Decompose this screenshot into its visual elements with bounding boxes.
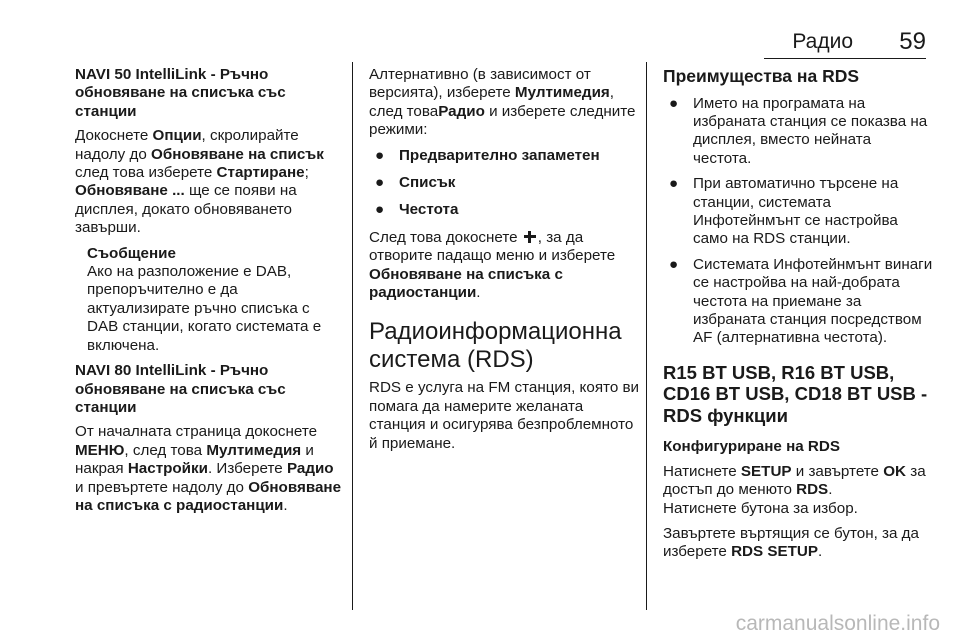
list-item-label: Честота	[399, 201, 459, 219]
text: , след това	[124, 441, 207, 459]
advantages-list	[663, 95, 933, 348]
text: .	[476, 284, 481, 302]
list-item-label: Името на програмата на избраната станция се показва на дисплея, вместо нейната честота.	[693, 94, 928, 167]
ui-term: RDS SETUP	[731, 543, 819, 561]
mode-list	[369, 147, 641, 220]
column-divider	[646, 62, 647, 610]
plus-icon	[524, 231, 536, 243]
section-heading: NAVI 80 IntelliLink - Ръчно обновяване на списъка със станции	[75, 362, 286, 416]
column-3	[663, 66, 933, 569]
paragraph	[369, 229, 641, 303]
ui-term: Мултимедия	[206, 441, 302, 459]
page-number: 59	[899, 28, 926, 55]
note-text: Ако на разположение е DAB, препоръчително е да актуализирате ръчно списъка с DAB станции, когато системата е включена.	[87, 263, 322, 354]
list-item	[369, 201, 641, 219]
list-item-label: Системата Инфотейнмънт винаги се настройва на най-добрата честота на приемане за избраната станция посредством AF (алтернативна честота).	[693, 255, 933, 347]
ui-term: Настройки	[127, 460, 208, 478]
ui-term: Обновяване на списък	[151, 145, 324, 163]
section-heading: Преимущества на RDS	[663, 66, 860, 86]
text: след това изберете	[75, 164, 217, 182]
ui-term: Обновяване на списъка с радиостанции	[75, 478, 342, 514]
text: и изберете следните режими:	[369, 102, 636, 139]
text: Алтернативно (в зависимост от версията), изберете	[369, 66, 591, 102]
list-item-label: При автоматично търсене на станции, системата Инфотейнмънт се настройва само на RDS станции.	[693, 175, 899, 248]
ui-term: RDS	[796, 481, 829, 499]
ui-term: Мултимедия	[514, 84, 610, 102]
ui-term: Радио	[438, 102, 485, 120]
text: . Изберете	[207, 460, 287, 478]
paragraph: RDS е услуга на FM станция, която ви помага да намерите желаната станция и осигурява безпроблемното й приемане.	[369, 379, 640, 452]
ui-term: Обновяване ...	[75, 182, 185, 200]
text: ;	[304, 164, 309, 182]
section-title: Радиоинформационна система (RDS)	[369, 318, 622, 374]
ui-term: Стартиране	[216, 164, 305, 182]
page-header	[0, 0, 960, 58]
ui-term: Радио	[286, 460, 334, 478]
column-2	[369, 66, 641, 460]
list-item	[663, 256, 933, 348]
text: .	[818, 543, 823, 561]
paragraph	[663, 463, 933, 518]
list-item	[369, 174, 641, 192]
column-1	[75, 66, 343, 522]
text: ще се появи на дисплея, докато обновяването завърши.	[75, 182, 297, 237]
list-item-label: Предварително запаметен	[399, 146, 600, 164]
text: .	[283, 496, 288, 514]
ui-term: МЕНЮ	[75, 441, 125, 459]
text: и превъртете надолу до	[75, 478, 249, 496]
list-item	[663, 95, 933, 169]
page-title: Радио	[792, 30, 853, 53]
text: и накрая	[75, 441, 314, 478]
ui-term: Обновяване на списъка с радиостанции	[369, 265, 563, 302]
list-item	[369, 147, 641, 165]
text: От началната страница докоснете	[75, 423, 318, 441]
section-title: R15 BT USB, R16 BT USB, CD16 BT USB, CD18 BT USB - RDS функции	[663, 361, 928, 426]
section-heading: Конфигуриране на RDS	[663, 438, 840, 456]
text: Натиснете бутона за избор.	[663, 499, 858, 517]
note-box	[87, 245, 343, 355]
text: След това докоснете	[369, 228, 522, 246]
text: , скролирайте надолу до	[75, 127, 299, 163]
watermark: carmanualsonline.info	[735, 612, 940, 635]
paragraph	[663, 525, 933, 562]
note-heading: Съобщение	[87, 244, 176, 262]
text: за достъп до менюто	[663, 462, 926, 499]
header-rule	[764, 58, 926, 59]
paragraph	[75, 423, 343, 515]
column-divider	[352, 62, 353, 610]
list-item	[663, 175, 933, 249]
ui-term: OK	[883, 462, 907, 480]
paragraph	[369, 66, 641, 140]
ui-term: SETUP	[740, 462, 792, 480]
section-heading: NAVI 50 IntelliLink - Ръчно обновяване на списъка със станции	[75, 66, 286, 120]
text: Натиснете	[663, 462, 741, 480]
bullet-icon: ●	[669, 175, 679, 193]
bullet-icon: ●	[375, 146, 385, 164]
list-item-label: Списък	[399, 174, 456, 192]
text: и завъртете	[791, 462, 884, 480]
text: , след това	[369, 84, 614, 120]
bullet-icon: ●	[375, 201, 385, 219]
bullet-icon: ●	[669, 255, 679, 273]
paragraph	[75, 127, 343, 237]
text: .	[828, 481, 833, 499]
ui-term: Опции	[152, 127, 202, 145]
text: Завъртете въртящия се бутон, за да изберете	[663, 524, 919, 561]
bullet-icon: ●	[375, 174, 385, 192]
bullet-icon: ●	[669, 94, 679, 112]
text: Докоснете	[75, 127, 153, 145]
text: , за да отворите падащо меню и изберете	[369, 228, 616, 265]
